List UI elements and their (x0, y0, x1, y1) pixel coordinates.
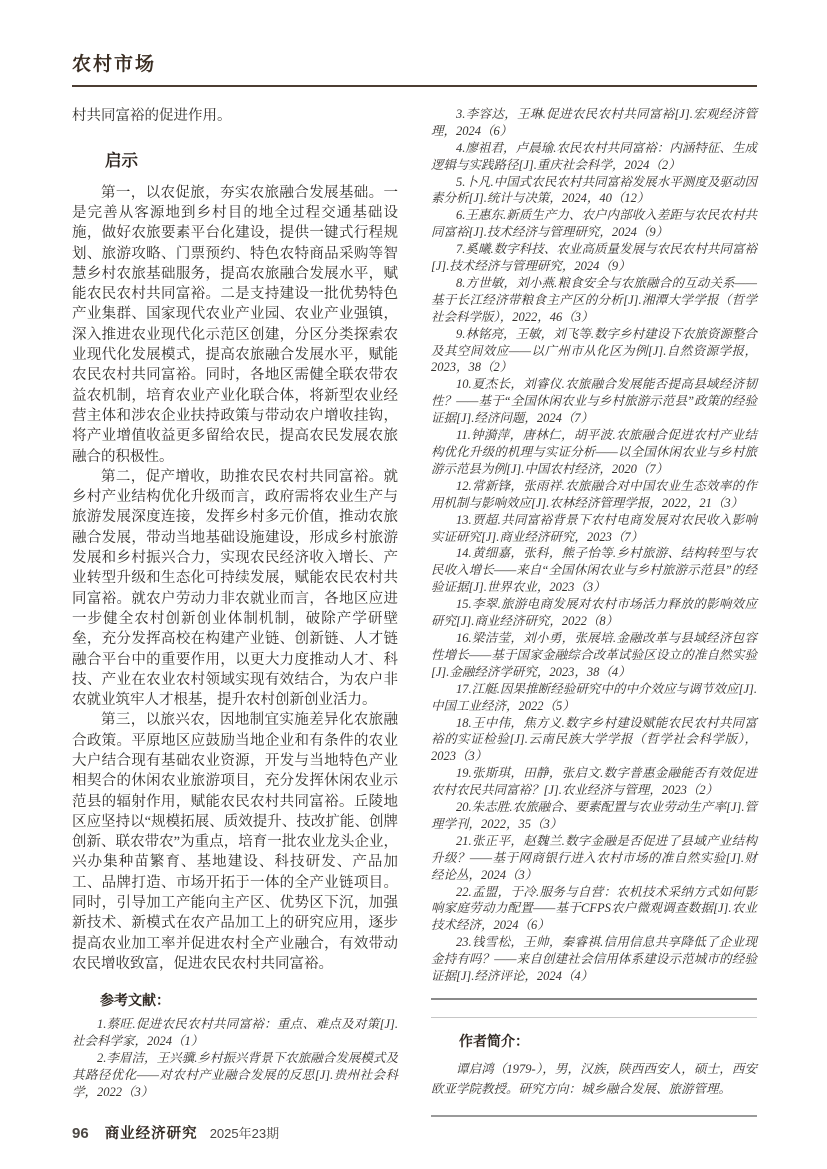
body-paragraph: 第一，以农促旅，夯实农旅融合发展基础。一是完善从客源地到乡村目的地全过程交通基础设施，做好农旅要素平台化建设，提供一键式行程规划、旅游攻略、门票预约、特色农特商品采购等智慧乡村农旅基础服务，提高农旅融合发展水平，赋能农民农村共同富裕。二是支持建设一批优势特色产业集群、国家现代农业产业园、农业产业强镇，深入推进农业现代化示范区创建，分区分类探索农业现代化发展模式，提高农旅融合发展水平，赋能农民农村共同富裕。同时，各地区需健全联农带农益农机制，培育农业产业化联合体，将新型农业经营主体和涉农企业扶持政策与带动农户增收挂钩，将产业增值收益更多留给农民，提高农民发展农旅融合的积极性。 (72, 184, 398, 465)
author-bio-heading: 作者简介： (459, 1033, 529, 1050)
page-header (72, 55, 757, 87)
reference-item: 6.王惠东.新质生产力、农户内部收入差距与农民农村共同富裕[J].技术经济与管理研究，2024（9） (431, 208, 757, 240)
continuation-line: 村共同富裕的促进作用。 (72, 107, 232, 124)
reference-item: 4.廖祖君，卢晨瑜.农民农村共同富裕：内涵特征、生成逻辑与实践路径[J].重庆社会科学，2024（2） (431, 140, 757, 172)
reference-item: 20.朱志胜.农旅融合、要素配置与农业劳动生产率[J].管理学刊，2022，35（3） (431, 800, 757, 831)
reference-item: 7.奚曦.数字科技、农业高质量发展与农民农村共同富裕[J].技术经济与管理研究，2024（9） (431, 242, 757, 274)
two-column-layout (72, 106, 757, 1117)
divider-line (431, 1017, 757, 1018)
reference-item: 15.李翠.旅游电商发展对农村市场活力释放的影响效应研究[J].商业经济研究，2022（8） (431, 597, 757, 629)
reference-item: 21.张正平，赵魏兰.数字金融是否促进了县域产业结构升级？——基于网商银行进入农村市场的准自然实验[J].财经论丛，2024（3） (431, 833, 757, 882)
reference-item: 5.卜凡.中国式农民农村共同富裕发展水平测度及驱动因素分析[J].统计与决策，2024，40（12） (431, 174, 757, 206)
left-column (72, 106, 398, 1117)
reference-item: 1.蔡旺.促进农民农村共同富裕：重点、难点及对策[J].社会科学家，2024（1） (72, 1017, 398, 1049)
references-heading: 参考文献： (100, 992, 170, 1009)
reference-item: 19.张斯琪，田静，张启文.数字普惠金融能否有效促进农村农民共同富裕？[J].农业经济与管理，2023（2） (431, 766, 757, 798)
reference-item: 12.常新锋，张雨祥.农旅融合对中国农业生态效率的作用机制与影响效应[J].农林经济管理学报，2022，21（3） (431, 478, 757, 510)
issue-label: 2025年23期 (209, 1126, 280, 1141)
reference-item: 23.钱雪松，王帅，秦睿祺.信用信息共享降低了企业现金持有吗？——来自创建社会信用体系建设示范城市的经验证据[J].经济评论，2024（4） (431, 935, 757, 984)
divider-line (431, 1115, 757, 1117)
page-footer (72, 1122, 279, 1143)
author-bio-text: 谭启鸿（1979-），男，汉族，陕西西安人，硕士，西安欧亚学院教授。研究方向：城乡融合发展、旅游管理。 (431, 1062, 757, 1097)
reference-item: 22.孟盟，于冷.服务与自营：农机技术采纳方式如何影响家庭劳动力配置——基于CFPS农户微观调查数据[J].农业技术经济，2024（6） (431, 884, 757, 933)
section-label: 农村市场 (72, 54, 157, 75)
reference-item: 18.王中伟，焦方义.数字乡村建设赋能农民农村共同富裕的实证检验[J].云南民族大学学报（哲学社会科学版），2023（3） (431, 715, 757, 764)
reference-item: 13.贾超.共同富裕背景下农村电商发展对农民收入影响实证研究[J].商业经济研究，2023（7） (431, 512, 757, 544)
divider-line (431, 998, 757, 1000)
reference-item: 16.梁洁莹，刘小勇，张展培.金融改革与县域经济包容性增长——基于国家金融综合改革试验区设立的准自然实验[J].金融经济学研究，2023，38（4） (431, 630, 757, 679)
reference-item: 14.黄细嘉，张科，熊子怡等.乡村旅游、结构转型与农民收入增长——来自“全国休闲农业与乡村旅游示范县”的经验证据[J].世界农业，2023（3） (431, 546, 757, 595)
page-number: 96 (72, 1125, 89, 1142)
reference-item: 8.方世敏，刘小燕.粮食安全与农旅融合的互动关系——基于长江经济带粮食主产区的分析[J].湘潭大学学报（哲学社会科学版），2022，46（3） (431, 275, 757, 324)
reference-item: 3.李容达，王琳.促进农民农村共同富裕[J].宏观经济管理，2024（6） (431, 106, 757, 138)
author-bio-box (431, 998, 757, 1117)
body-paragraph: 第三，以旅兴农，因地制宜实施差异化农旅融合政策。平原地区应鼓励当地企业和有条件的农业大户结合现有基础农业资源，开发与当地特色产业相契合的休闲农业旅游项目，充分发挥休闲农业示范县的辐射作用，赋能农民农村共同富裕。丘陵地区应坚持以“规模拓展、质效提升、技改扩能、创牌创新、联农带农”为重点，培育一批农业龙头企业，兴办集种苗繁育、基地建设、科技研发、产品加工、品牌打造、市场开拓于一体的全产业链项目。同时，引导加工产能向主产区、优势区下沉，加强新技术、新模式在农产品加工上的研究应用，逐步提高农业加工率并促进农村全产业融合，有效带动农民增收致富，促进农民农村共同富裕。 (72, 712, 398, 972)
reference-item: 2.李眉洁，王兴骥.乡村振兴背景下农旅融合发展模式及其路径优化——对农村产业融合发展的反思[J].贵州社会科学，2022（3） (72, 1051, 398, 1099)
reference-item: 9.林铭亮，王敏，刘飞等.数字乡村建设下农旅资源整合及其空间效应——以广州市从化区为例[J].自然资源学报，2023，38（2） (431, 326, 757, 375)
journal-name: 商业经济研究 (104, 1126, 198, 1142)
body-paragraph: 第二，促产增收，助推农民农村共同富裕。就乡村产业结构优化升级而言，政府需将农业生产与旅游发展深度连接，发挥乡村多元价值，推动农旅融合发展，带动当地基础设施建设，形成乡村旅游发展和乡村振兴合力，实现农民经济收入增长、产业转型升级和生态化可持续发展，赋能农民农村共同富裕。就农户劳动力非农就业而言，各地区应进一步健全农村创新创业体制机制，破除产学研壁垒，充分发挥高校在构建产业链、创新链、人才链融合平台中的重要作用，以更大力度推动人才、科技、产业在农业农村领域实现有效结合，为农户非农就业筑牢人才根基，提升农村创新创业活力。 (72, 468, 398, 709)
reference-item: 17.江艇.因果推断经验研究中的中介效应与调节效应[J].中国工业经济，2022（5） (431, 681, 757, 713)
right-column (431, 106, 757, 1117)
reference-item: 10.夏杰长，刘睿仪.农旅融合发展能否提高县域经济韧性？——基于“全国休闲农业与乡村旅游示范县”政策的经验证据[J].经济问题，2024（7） (431, 377, 757, 426)
insights-heading: 启示 (105, 152, 138, 171)
reference-item: 11.钟漪萍，唐林仁，胡平波.农旅融合促进农村产业结构优化升级的机理与实证分析——以全国休闲农业与乡村旅游示范县为例[J].中国农村经济，2020（7） (431, 428, 757, 476)
